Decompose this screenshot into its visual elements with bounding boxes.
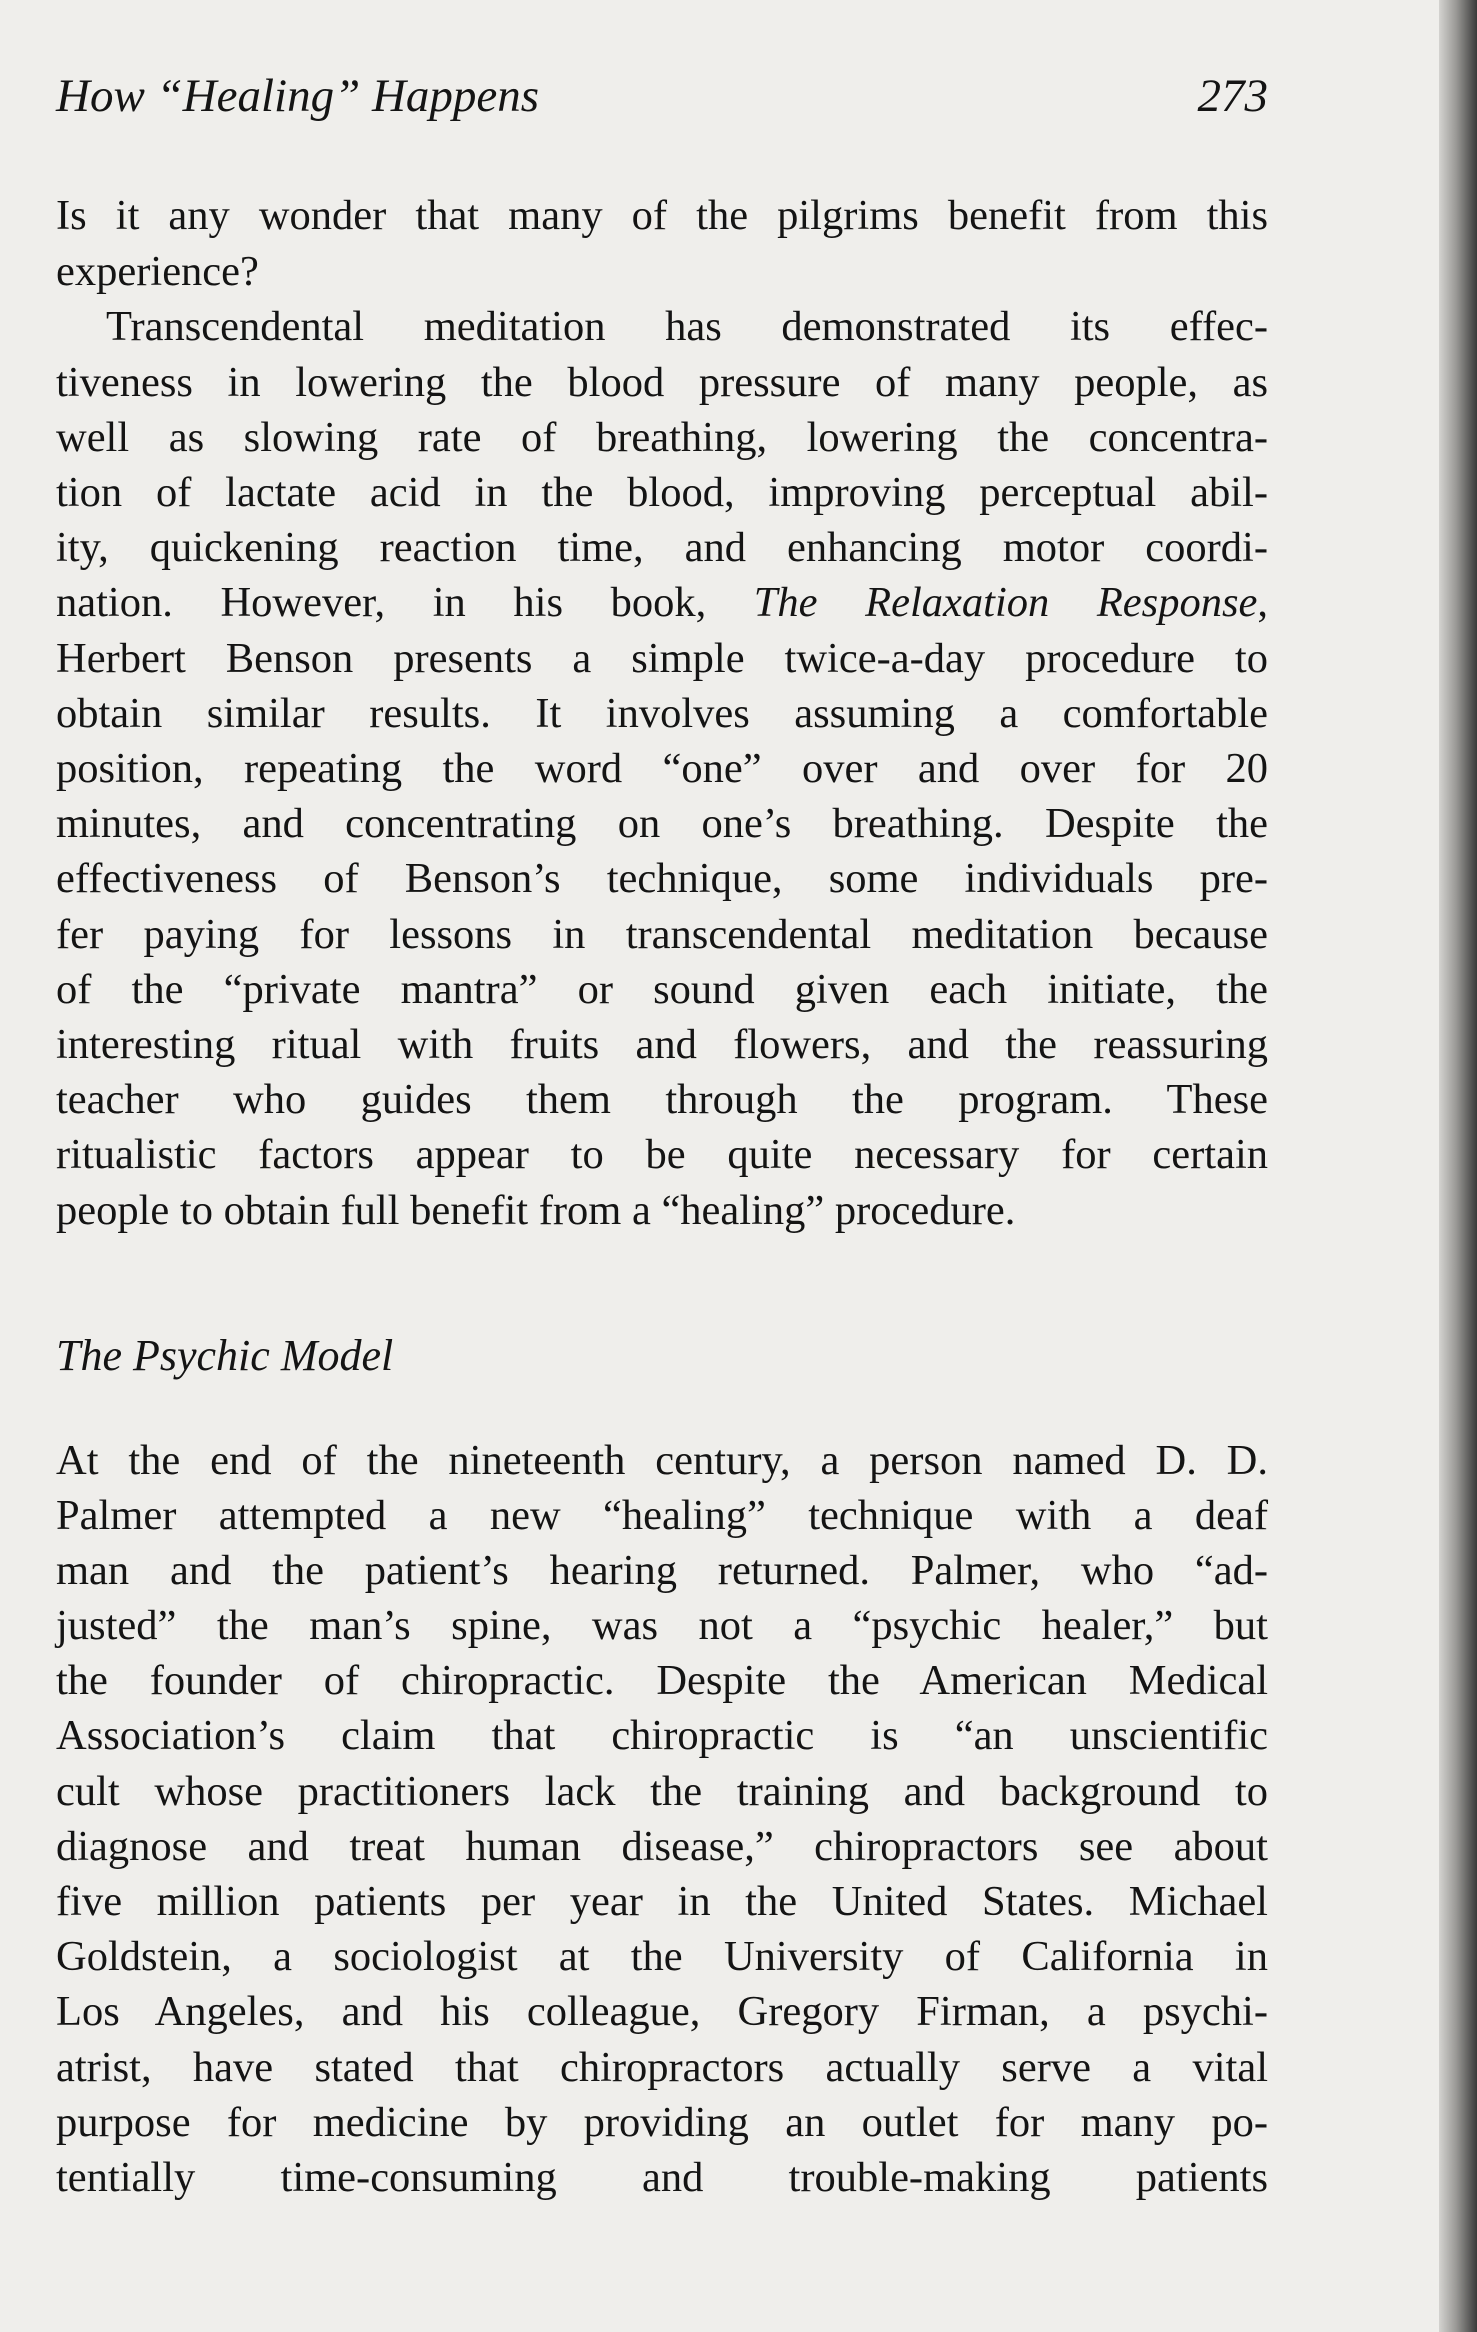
text-line: minutes, and concentrating on one’s breathing. Despite the	[56, 800, 1268, 847]
section-heading: The Psychic Model	[56, 1331, 394, 1380]
text-line: diagnose and treat human disease,” chiropractors see about	[56, 1823, 1268, 1870]
text-line: tiveness in lowering the blood pressure of many people, as	[56, 359, 1268, 406]
text-line: Association’s claim that chiropractic is “an unscientific	[56, 1712, 1268, 1759]
text-line: the founder of chiropractic. Despite the American Medical	[56, 1657, 1268, 1704]
text-line: fer paying for lessons in transcendental meditation because	[56, 911, 1268, 958]
text-line: ity, quickening reaction time, and enhancing motor coordi-	[56, 524, 1268, 571]
text-line: interesting ritual with fruits and flowers, and the reassuring	[56, 1021, 1268, 1068]
text-line: ritualistic factors appear to be quite necessary for certain	[56, 1131, 1268, 1178]
text-line: well as slowing rate of breathing, lowering the concentra-	[56, 414, 1268, 461]
text-line: tentially time-consuming and trouble-making patients	[56, 2154, 1268, 2201]
text-line: people to obtain full benefit from a “healing” procedure.	[56, 1187, 1016, 1234]
text-line: effectiveness of Benson’s technique, some individuals pre-	[56, 855, 1268, 902]
text-line: At the end of the nineteenth century, a person named D. D.	[56, 1437, 1268, 1484]
text-line: Los Angeles, and his colleague, Gregory Firman, a psychi-	[56, 1988, 1268, 2035]
text-line: tion of lactate acid in the blood, improving perceptual abil-	[56, 469, 1268, 516]
running-head	[56, 66, 1268, 126]
page-number: 273	[1197, 70, 1268, 122]
book-title: The Relaxation Response	[753, 579, 1258, 626]
text-line: of the “private mantra” or sound given each initiate, the	[56, 966, 1268, 1013]
page-edge-shadow	[1439, 0, 1477, 2332]
running-title: How “Healing” Happens	[56, 70, 540, 122]
text-line: Is it any wonder that many of the pilgrims benefit from this	[56, 192, 1268, 239]
text-line: nation. However, in his book, The Relaxation Response,	[56, 579, 1268, 626]
text-line: man and the patient’s hearing returned. Palmer, who “ad-	[56, 1547, 1268, 1594]
text-line: Palmer attempted a new “healing” technique with a deaf	[56, 1492, 1268, 1539]
text-line: Herbert Benson presents a simple twice-a-day procedure to	[56, 635, 1268, 682]
text-line: experience?	[56, 248, 259, 295]
text-line: Transcendental meditation has demonstrated its effec-	[106, 303, 1268, 350]
text-line: obtain similar results. It involves assuming a comfortable	[56, 690, 1268, 737]
text-line: position, repeating the word “one” over and over for 20	[56, 745, 1268, 792]
text-line: teacher who guides them through the program. These	[56, 1076, 1268, 1123]
text-line: atrist, have stated that chiropractors actually serve a vital	[56, 2044, 1268, 2091]
text-line: justed” the man’s spine, was not a “psychic healer,” but	[56, 1602, 1268, 1649]
text-line: Goldstein, a sociologist at the University of California in	[56, 1933, 1268, 1980]
text-line: cult whose practitioners lack the training and background to	[56, 1768, 1268, 1815]
text-line: purpose for medicine by providing an outlet for many po-	[56, 2099, 1268, 2146]
text-line: five million patients per year in the United States. Michael	[56, 1878, 1268, 1925]
